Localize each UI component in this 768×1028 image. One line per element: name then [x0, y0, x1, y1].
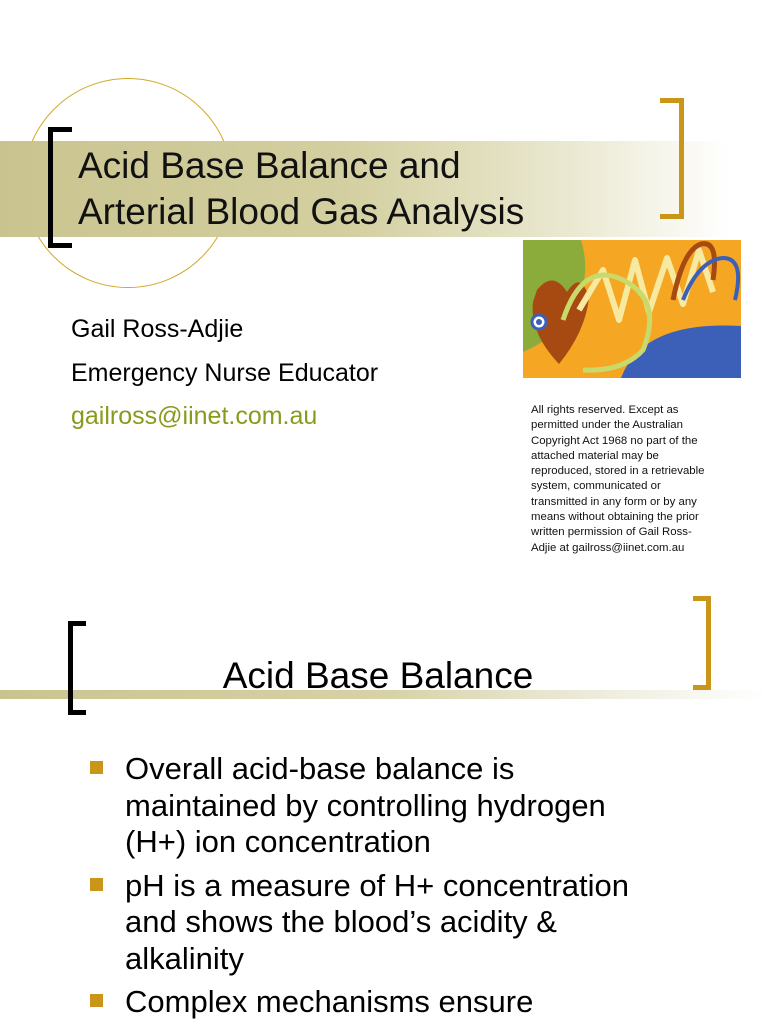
slide1-title: [78, 143, 638, 235]
bullet-item: [88, 984, 728, 1021]
right-bracket-decoration: [660, 98, 684, 219]
author-name: Gail Ross-Adjie: [71, 315, 244, 343]
copyright-line: Adjie at gailross@iinet.com.au: [531, 541, 685, 554]
copyright-line: means without obtaining the prior: [531, 511, 699, 524]
bullet-line: alkalinity: [125, 940, 244, 976]
author-email-link[interactable]: gailross@iinet.com.au: [71, 402, 318, 430]
copyright-line: transmitted in any form or by any: [531, 495, 697, 508]
copyright-line: written permission of Gail Ross-: [531, 526, 692, 539]
slide1-title-line: Acid Base Balance and: [78, 145, 461, 186]
slide1-title-line: Arterial Blood Gas Analysis: [78, 191, 525, 232]
bullet-item: [88, 751, 728, 861]
bullet-line: Overall acid-base balance is: [125, 751, 515, 786]
slide2-title: Acid Base Balance: [222, 655, 534, 696]
square-bullet-icon: [90, 761, 103, 774]
stethoscope-heart-icon: [523, 240, 741, 378]
square-bullet-icon: [90, 878, 103, 891]
copyright-line: attached material may be: [531, 449, 659, 462]
copyright-line: reproduced, stored in a retrievable: [531, 465, 705, 478]
copyright-line: Copyright Act 1968 no part of the: [531, 434, 698, 447]
copyright-line: All rights reserved. Except as: [531, 404, 679, 416]
bullet-line: maintained by controlling hydrogen: [125, 787, 606, 823]
copyright-notice: [531, 403, 741, 556]
left-bracket-decoration: [68, 621, 86, 715]
bullet-line: Complex mechanisms ensure: [125, 984, 534, 1019]
left-bracket-decoration: [48, 127, 72, 248]
square-bullet-icon: [90, 994, 103, 1007]
right-bracket-decoration: [693, 596, 711, 690]
bullet-item: [88, 868, 728, 978]
bullet-line: (H+) ion concentration: [125, 824, 431, 859]
bullet-line: pH is a measure of H+ concentration: [125, 867, 630, 903]
author-role: Emergency Nurse Educator: [71, 359, 379, 387]
copyright-line: system, communicated or: [531, 480, 661, 493]
bullet-list: [88, 751, 728, 1028]
copyright-line: permitted under the Australian: [531, 419, 683, 432]
bullet-line: and shows the blood’s acidity &: [125, 904, 557, 939]
